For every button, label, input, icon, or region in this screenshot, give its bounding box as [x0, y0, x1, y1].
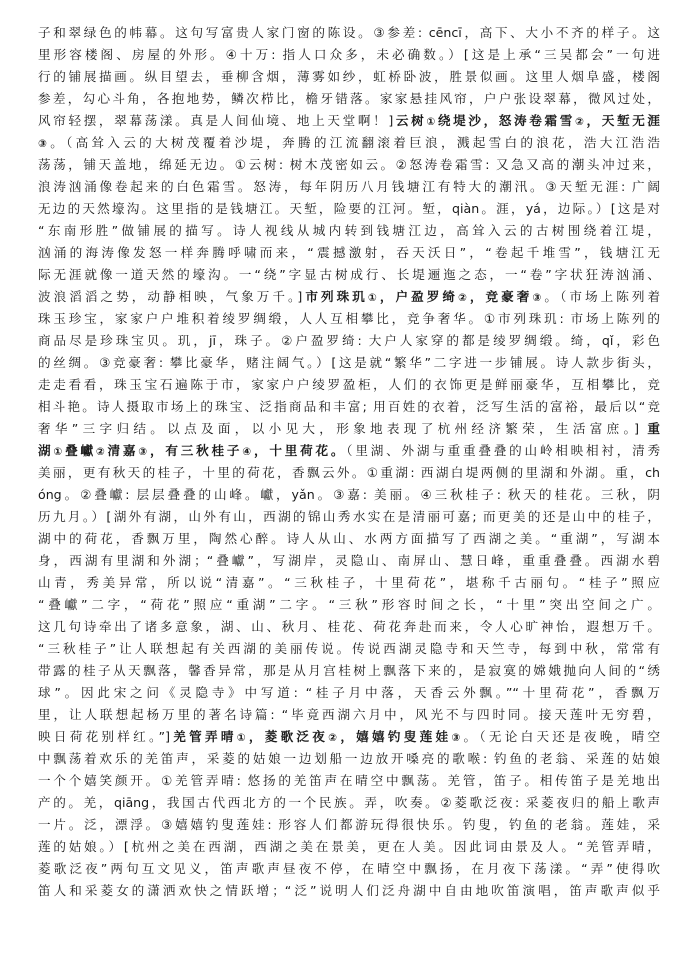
text-line: [38, 286, 660, 308]
bold-text-run: ④: [242, 446, 254, 458]
text-run: 参差，勾心斗角，各抱地势，鳞次栉比，檐牙错落。家家悬挂风帘，户户张设翠幕，微风过处，: [38, 91, 660, 106]
text-line: [38, 770, 660, 792]
bold-text-run: 市列珠玑: [302, 289, 368, 304]
text-run: 一片。泛，漂浮。③嬉嬉钓叟莲娃: 形容人们都游玩得很快乐。钓叟，钓鱼的老翁。莲娃，采: [38, 817, 660, 832]
bold-text-run: ③: [38, 138, 51, 150]
bold-text-run: ，菱歌泛夜: [248, 729, 329, 744]
text-line: [38, 858, 660, 880]
text-run: 。（高耸入云的大树茂覆着沙堤，奔腾的江流翻滚着巨浪，溅起雪白的浪花，浩大江浩浩: [50, 135, 660, 150]
text-run: 行的铺展描画。纵目望去，垂柳含烟，薄雾如纱，虹桥卧波，胜景似画。这里人烟阜盛，楼阁: [38, 69, 660, 84]
text-line: [38, 572, 660, 594]
text-line: [38, 22, 660, 44]
text-line: [38, 880, 660, 902]
text-run: 商品尽是珍珠宝贝。玑，jī，珠子。②户盈罗绮: 大户人家穿的都是绫罗绸缎。绮，qǐ，彩色: [38, 333, 660, 348]
text-run: “三秋桂子”让人联想起有关西湖的美丽传说。传说西湖灵隐寺和天竺寺，每到中秋，常常有: [38, 641, 660, 656]
text-run: 浪涛汹涌像卷起来的白色霜雪。怒涛，每年阴历八月钱塘江有特大的潮汛。③天堑无涯: 广阔: [38, 179, 660, 194]
text-run: 中飘荡着欢乐的羌笛声，采菱的姑娘一边划船一边放开嗓亮的歌喉: 钓鱼的老翁、采莲的姑娘: [38, 751, 660, 766]
text-line: [38, 176, 660, 198]
text-run: 。（无论白天还是夜晚，晴空: [463, 729, 660, 744]
bold-text-run: ，天堑无涯: [586, 113, 660, 128]
bold-text-run: ，户盈罗绮: [379, 289, 458, 304]
text-line: [38, 748, 660, 770]
text-run: 球”。因此宋之问《灵隐寺》中写道: “桂子月中落，天香云外飘。”“十里荷花”，香飘万: [38, 685, 660, 700]
text-line: [38, 594, 660, 616]
text-line: [38, 110, 660, 132]
text-line: [38, 44, 660, 66]
text-run: 身，西湖有里湖和外湖；“叠巘”，写湖岸，灵隐山、南屏山、慧日峰，重重叠叠。西湖水碧: [38, 553, 660, 568]
text-line: [38, 352, 660, 374]
text-line: [38, 814, 660, 836]
text-line: [38, 726, 660, 748]
bold-text-run: ②: [328, 732, 341, 744]
text-line: [38, 132, 660, 154]
text-line: [38, 440, 660, 462]
text-line: [38, 638, 660, 660]
text-run: 风帘轻摆，翠幕荡漾。真是人间仙境、地上天堂啊！]: [38, 113, 394, 128]
bold-text-run: ①: [236, 732, 249, 744]
text-run: 珠玉珍宝，家家户户堆积着绫罗绸缎，人人互相攀比，竞争奢华。①市列珠玑: 市场上陈列的: [38, 311, 660, 326]
text-run: 走走看看，珠玉宝石遍陈于市，家家户户绫罗盈柜，人们的衣饰更是鲜丽豪华，互相攀比，竞: [38, 377, 660, 392]
bold-text-run: ③: [451, 732, 464, 744]
text-run: 映日荷花别样红。”]: [38, 729, 170, 744]
text-run: 历九月。）[湖外有湖，山外有山，西湖的锦山秀水实在是清丽可嘉; 而更美的还是山中的桂子，: [38, 509, 660, 524]
text-line: [38, 682, 660, 704]
bold-text-run: ，有三秋桂子: [149, 443, 243, 458]
text-run: 美丽，更有秋天的桂子，十里的荷花，香飘云外。①重湖: 西湖白堤两侧的里湖和外湖。重，ch: [38, 465, 660, 480]
bold-text-run: 羌管弄晴: [170, 729, 237, 744]
text-run: 。（市场上陈列着: [544, 289, 660, 304]
bold-text-run: ②: [95, 446, 108, 458]
bold-text-run: 清嘉: [107, 443, 139, 458]
text-line: [38, 198, 660, 220]
text-run: 菱歌泛夜”两句互文见义，笛声歌声昼夜不停，在晴空中飘扬，在月夜下荡漾。“弄”使得吹: [38, 861, 660, 876]
text-run: 荡荡，铺天盖地，绵延无边。①云树: 树木茂密如云。②怒涛卷霜雪: 又急又高的潮头冲过来，: [38, 157, 660, 172]
text-line: [38, 220, 660, 242]
text-line: [38, 462, 660, 484]
text-run: “东南形胜”做铺展的描写。诗人视线从城内转到钱塘江边，高耸入云的古树围绕着江堤，: [38, 223, 660, 238]
text-run: 相斗艳。诗人摄取市场上的珠宝、泛指商品和丰富; 用百姓的衣着，泛写生活的富裕，最后以“竞: [38, 399, 660, 414]
text-line: [38, 330, 660, 352]
text-run: 这几句诗牵出了诸多意象，湖、山、秋月、桂花、荷花奔赴而来，令人心旷神怡，遐想万千。: [38, 619, 660, 634]
text-line: [38, 396, 660, 418]
bold-text-run: 云树: [393, 113, 427, 128]
bold-text-run: ①: [367, 292, 380, 304]
bold-text-run: ②: [457, 292, 470, 304]
text-run: 的丝绸。③竞豪奢: 攀比豪华，赌注阔气。）[这是就“繁华”二字进一步铺展。诗人款步街头，: [38, 355, 660, 370]
text-line: [38, 528, 660, 550]
text-run: óng。②叠巘: 层层叠叠的山峰。巘，yǎn。③嘉: 美丽。④三秋桂子: 秋天的桂花。三秋，阴: [38, 487, 660, 502]
text-run: “叠巘”二字，“荷花”照应“重湖”二字。“三秋”形容时间之长，“十里”突出空间之广。: [38, 597, 660, 612]
text-line: [38, 484, 660, 506]
text-line: [38, 88, 660, 110]
bold-text-run: 叠巘: [65, 443, 96, 458]
text-line: [38, 506, 660, 528]
bold-text-run: 湖: [38, 443, 54, 458]
text-run: 山青，秀美异常，所以说“清嘉”。“三秋桂子，十里荷花”，堪称千古丽句。“桂子”照应: [38, 575, 660, 590]
text-line: [38, 550, 660, 572]
text-run: 笛人和采菱女的潇洒欢快之情跃增；“泛”说明人们泛舟湖中自由地吹笛演唱，笛声歌声似乎: [38, 883, 660, 898]
text-run: 产的。羌，qiāng，我国古代西北方的一个民族。弄，吹奏。②菱歌泛夜: 采菱夜归的船上歌声: [38, 795, 660, 810]
text-line: [38, 308, 660, 330]
bold-text-run: ②: [574, 116, 587, 128]
bold-text-run: ，十里荷花。: [253, 443, 347, 458]
text-line: [38, 616, 660, 638]
text-line: [38, 836, 660, 858]
text-run: 子和翠绿色的帏幕。这句写富贵人家门窗的陈设。③参差: cēncī，高下、大小不齐的样子。这: [38, 25, 660, 40]
text-line: [38, 792, 660, 814]
bold-text-run: 绕堤沙，怒涛卷霜雪: [437, 113, 575, 128]
bold-text-run: ③: [138, 446, 150, 458]
text-line: [38, 418, 660, 440]
bold-text-run: ，竞豪奢: [469, 289, 533, 304]
bold-text-run: ①: [426, 116, 438, 128]
text-line: [38, 242, 660, 264]
text-run: （里湖、外湖与重重叠叠的山岭相映相衬，清秀: [346, 443, 660, 458]
text-line: [38, 704, 660, 726]
text-run: 一个个嬉笑颜开。①羌管弄晴: 悠扬的羌笛声在晴空中飘荡。羌管，笛子。相传笛子是羌地出: [38, 773, 660, 788]
text-run: 湖中的荷花，香飘万里，陶然心醉。诗人从山、水两方面描写了西湖之美。“重湖”，写湖本: [38, 531, 660, 546]
text-run: 莲的姑娘。）[杭州之美在西湖，西湖之美在景美，更在人美。因此词由景及人。“羌管弄晴，: [38, 839, 660, 854]
bold-text-run: 重: [647, 421, 660, 436]
text-run: 奢华”三字归结。以点及面，以小见大，形象地表现了杭州经济繁荣，生活富庶。]: [38, 421, 648, 436]
text-line: [38, 154, 660, 176]
text-run: 里，让人联想起杨万里的著名诗篇: “毕竟西湖六月中，风光不与四时同。接天莲叶无穷碧，: [38, 707, 660, 722]
text-run: 带露的桂子从天飘落，馨香异常，那是从月宫桂树上飘落下来的，是寂寞的嫦娥抛向人间的“绣: [38, 663, 660, 678]
text-run: 无边的天然壕沟。这里指的是钱塘江。天堑，险要的江河。堑，qiàn。涯，yá，边际。）[这是对: [38, 201, 660, 216]
text-line: [38, 660, 660, 682]
text-line: [38, 374, 660, 396]
bold-text-run: ③: [532, 292, 545, 304]
text-run: 汹涌的海涛像发怒一样奔腾呼啸而来，“震撼激射，吞天沃日”，“卷起千堆雪”，钱塘江无: [38, 245, 660, 260]
text-run: 波浪滔滔之势，动静相映，气象万千。]: [38, 289, 303, 304]
text-run: 际无涯就像一道天然的壕沟。一“绕”字显古树成行、长堤逦迤之态，一“卷”字状狂涛汹涌、: [38, 267, 660, 282]
text-line: [38, 66, 660, 88]
bold-text-run: ，嬉嬉钓叟莲娃: [340, 729, 452, 744]
text-line: [38, 264, 660, 286]
bold-text-run: ①: [53, 446, 66, 458]
text-run: 里形容楼阁、房屋的外形。④十万: 指人口众多，未必确数。）[这是上承“三吴都会”一句进: [38, 47, 660, 62]
